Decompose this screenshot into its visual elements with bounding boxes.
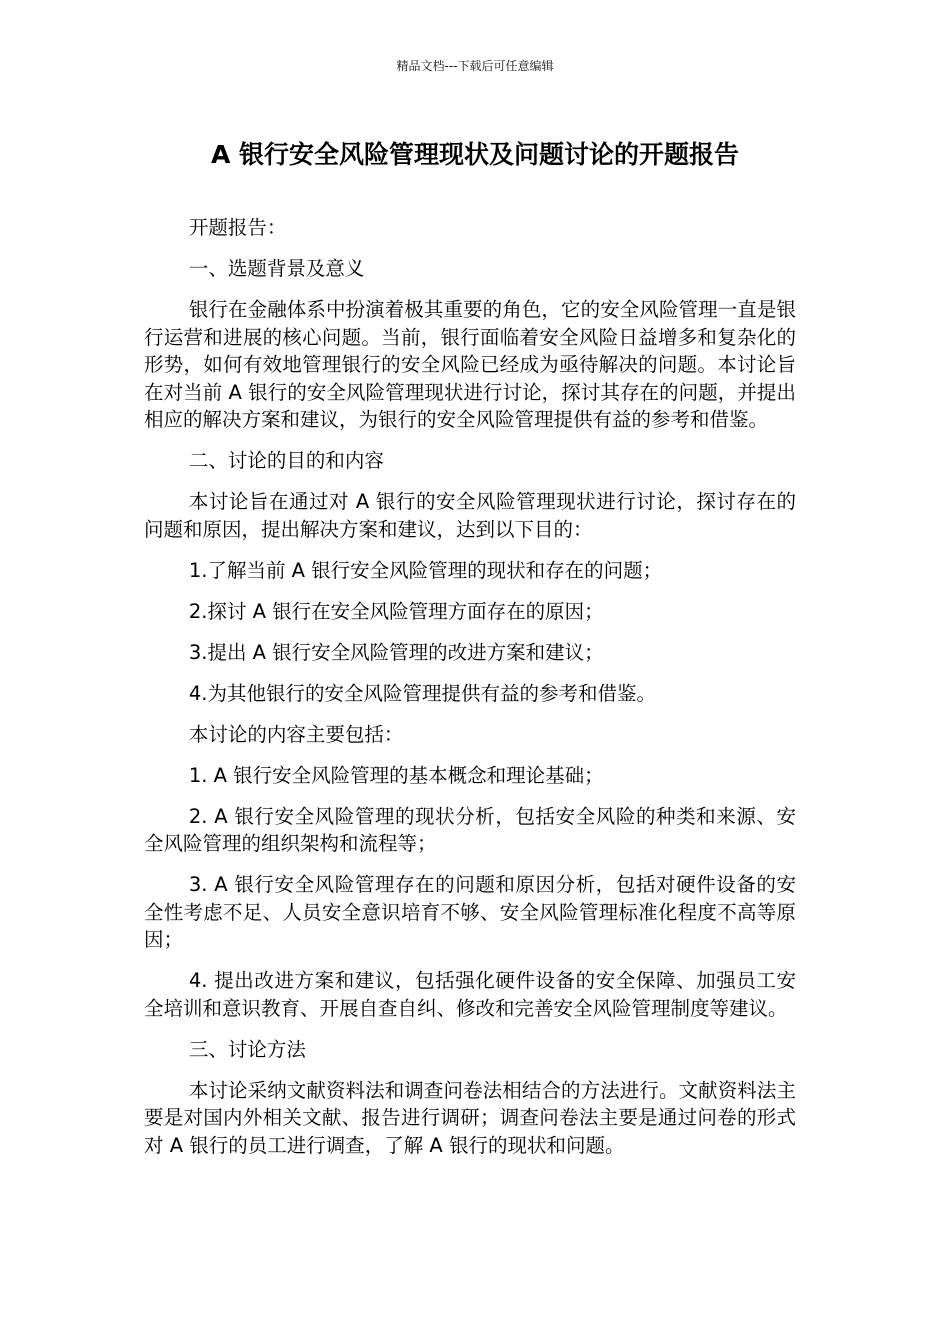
- list-item-purpose-4: 4.为其他银行的安全风险管理提供有益的参考和借鉴。: [188, 681, 656, 705]
- paragraph-method: 本讨论采纳文献资料法和调查问卷法相结合的方法进行。文献资料法主要是对国内外相关文献、报告进行调研；调查问卷法主要是通过问卷的形式对 A 银行的员工进行调查，了解 A 银行的现状和问题。: [144, 1078, 796, 1157]
- section-heading-method: 三、讨论方法: [188, 1037, 306, 1061]
- list-item-purpose-1: 1.了解当前 A 银行安全风险管理的现状和存在的问题；: [188, 558, 663, 582]
- paragraph-report-label: 开题报告：: [188, 216, 287, 239]
- paragraph-content-intro: 本讨论的内容主要包括：: [188, 722, 404, 746]
- list-item-content-4: 4. 提出改进方案和建议，包括强化硬件设备的安全保障、加强员工安全培训和意识教育、开展自查自纠、修改和完善安全风险管理制度等建议。: [144, 969, 796, 1020]
- document-title: A 银行安全风险管理现状及问题讨论的开题报告: [210, 140, 740, 169]
- document-body: [144, 214, 796, 1173]
- paragraph-purpose: 本讨论旨在通过对 A 银行的安全风险管理现状进行讨论，探讨存在的问题和原因，提出解决方案和建议，达到以下目的：: [144, 490, 796, 541]
- section-heading-purpose: 二、讨论的目的和内容: [188, 449, 384, 472]
- list-item-content-3: 3. A 银行安全风险管理存在的问题和原因分析，包括对硬件设备的安全性考虑不足、人员安全意识培育不够、安全风险管理标准化程度不高等原因；: [144, 873, 796, 951]
- list-item-content-1: 1. A 银行安全风险管理的基本概念和理论基础；: [188, 763, 604, 787]
- paragraph-background: 银行在金融体系中扮演着极其重要的角色，它的安全风险管理一直是银行运营和进展的核心问题。当前，银行面临着安全风险日益增多和复杂化的形势，如何有效地管理银行的安全风险已经成为亟待解决的问题。本讨论旨在对当前 A 银行的安全风险管理现状进行讨论，探讨其存在的问题，并提出相应的解决方案和建议，为银行的安全风险管理提供有益的参考和借鉴。: [144, 298, 796, 431]
- section-heading-background: 一、选题背景及意义: [188, 257, 365, 280]
- list-item-purpose-2: 2.探讨 A 银行在安全风险管理方面存在的原因；: [188, 599, 604, 623]
- page-header-note: 精品文档---下载后可任意编辑: [396, 59, 554, 73]
- list-item-purpose-3: 3.提出 A 银行安全风险管理的改进方案和建议；: [188, 640, 604, 664]
- list-item-content-2: 2. A 银行安全风险管理的现状分析，包括安全风险的种类和来源、安全风险管理的组织架构和流程等；: [144, 804, 796, 855]
